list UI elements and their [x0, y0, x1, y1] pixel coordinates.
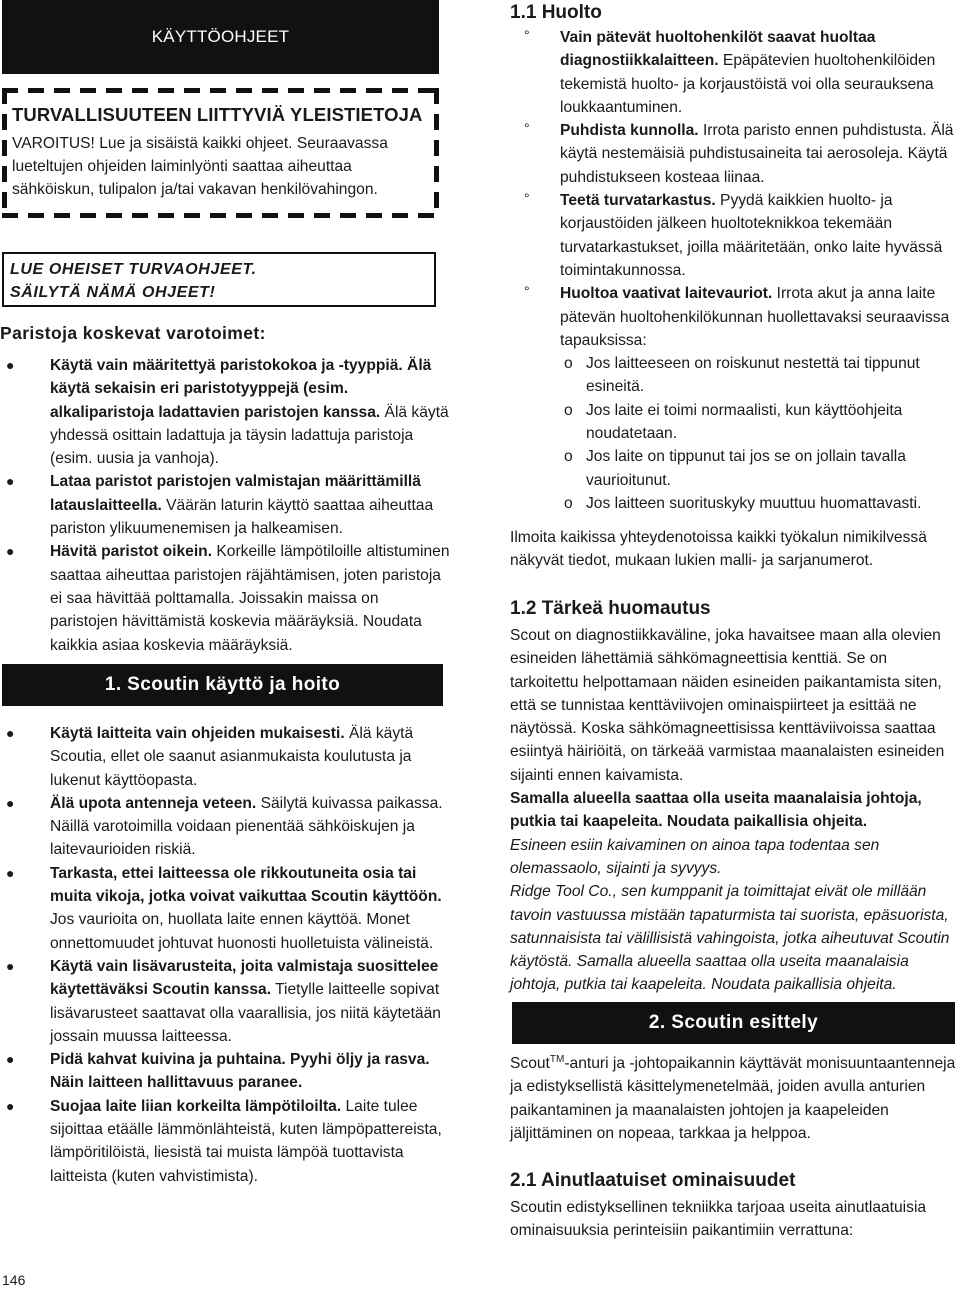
degree-bullet-icon: °	[524, 120, 530, 137]
section-1-title-bar	[2, 664, 443, 706]
scout-name: Scout	[510, 1055, 550, 1073]
item-bold-text: Tarkasta, ettei laitteessa ole rikkoutuneita osia tai muita vikoja, jotka voivat vaikuttaa Scoutin käyttöön.	[50, 864, 442, 906]
list-item	[0, 955, 450, 1048]
item-text: Jos laite ei toimi normaalisti, kun käyttöohjeita noudatetaan.	[586, 401, 903, 443]
nameplate-note: Ilmoita kaikissa yhteydenotoissa kaikki työkalun nimikilvessä näkyvät tiedot, mukaan lukien malli- ja sarjanumerot.	[510, 529, 927, 570]
degree-bullet-icon: °	[524, 27, 530, 43]
list-item	[510, 189, 960, 282]
degree-bullet-icon: °	[524, 190, 530, 207]
section-2-title: 2. Scoutin esittely	[648, 1012, 819, 1033]
read-instructions-box	[2, 252, 436, 307]
list-item	[0, 792, 450, 862]
item-text: Tietylle laitteelle sopivat lisävarusteet saattavat olla vaarallisia, jos niitä käytetään jossain muussa laitteessa.	[50, 981, 441, 1045]
item-text: Pyydä kaikkien huolto- ja korjaustöiden jälkeen huoltoteknikkoa tekemään turvatarkastukset, joilla määritetään, onko laite hyvässä toimintakunnossa.	[560, 192, 943, 279]
bullet-icon: ●	[6, 725, 15, 741]
list-item	[0, 470, 450, 540]
bullet-icon: ●	[6, 794, 15, 811]
manual-header-bar	[2, 0, 439, 74]
scout-intro-paragraph	[510, 1048, 956, 1145]
item-bold-text: Hävitä paristot oikein.	[50, 543, 213, 561]
bullet-icon: ●	[6, 957, 15, 974]
features-intro-text: Scoutin edistyksellinen tekniikka tarjoaa useita ainutlaatuisia ominaisuuksia perinteisiin paikantimiin verrattuna:	[510, 1199, 927, 1240]
safety-warning-text: VAROITUS! Lue ja sisäistä kaikki ohjeet. Seuraavassa lueteltujen ohjeiden laiminlyönti saattaa aiheuttaa sähköiskun, tulipalon ja/tai vakavan henkilövahingon.	[12, 135, 388, 198]
bullet-icon: ●	[6, 543, 15, 560]
item-text: Väärän laturin käyttö saattaa aiheuttaa pariston ylikuumenemisen ja halkeamisen.	[50, 496, 434, 538]
bullet-icon: ●	[6, 473, 15, 490]
manual-header-title: KÄYTTÖOHJEET	[151, 27, 290, 46]
item-text: Irrota akut ja anna laite pätevän huoltohenkilökunnan huollettavaksi seuraavissa tapauksissa:	[560, 285, 950, 349]
item-text: Jos laite on tippunut tai jos se on jollain tavalla vaurioitunut.	[586, 448, 906, 489]
important-note-paragraph	[510, 624, 956, 997]
section-2-1-title: 2.1 Ainutlaatuiset ominaisuudet	[510, 1170, 796, 1191]
circle-bullet-icon: o	[564, 494, 573, 512]
item-text: Säilytä kuivassa paikassa. Näillä varotoimilla voidaan pienentää sähköiskujen ja laitevaurioiden riskiä.	[50, 794, 443, 859]
item-text: Epäpätevien huoltohenkilöiden tekemistä huolto- ja korjaustöistä voi olla seurauksena loukkaantuminen.	[560, 52, 936, 116]
item-bold-text: Lataa paristot paristojen valmistajan määrittämillä latauslaitteella.	[50, 473, 421, 514]
item-text: Korkeille lämpötiloille altistuminen saattaa aiheuttaa paristojen räjähtämisen, joten paristoja ei saa hävittää polttamalla. Joissakin maissa on paristojen hävittämistä koskevia määräyksiä. Noudata kaikkia asiaa koskevia määräyksiä.	[50, 543, 450, 654]
trademark-mark: TM	[549, 1054, 565, 1065]
list-item	[560, 352, 960, 399]
item-bold-text: Puhdista kunnolla.	[560, 122, 699, 140]
item-text: Jos laitteen suorituskyky muuttuu huomattavasti.	[586, 494, 922, 512]
item-bold-text: Vain pätevät huoltohenkilöt saavat huoltaa diagnostiikkalaitteen.	[560, 29, 876, 70]
scout-intro-text: -anturi ja -johtopaikannin käyttävät monisuuntaantenneja ja edistyksellistä käsittelymenetelmää, joiden avulla anturien paikantaminen ja maanalaisten johtojen ja kaapeleiden jäljittäminen on nopeaa, tarkkaa ja helppoa.	[510, 1055, 956, 1143]
item-text: Irrota paristo ennen puhdistusta. Älä käytä nestemäisiä puhdistusaineita tai aerosoleja. Käytä puhdistukseen kosteaa liinaa.	[560, 122, 954, 186]
list-item	[0, 1048, 450, 1095]
item-bold-text: Teetä turvatarkastus.	[560, 192, 716, 210]
circle-bullet-icon: o	[564, 448, 573, 466]
damage-cases-list	[560, 352, 960, 515]
section-1-1-title: 1.1 Huolto	[510, 2, 602, 23]
circle-bullet-icon: o	[564, 401, 573, 419]
read-instructions-line1: LUE OHEISET TURVAOHJEET.	[10, 261, 257, 278]
item-bold-text: Käytä vain määritettyä paristokokoa ja -tyyppiä. Älä käytä sekaisin eri paristotyyppejä (esim. alkaliparistoja ladattavien paristojen kanssa.	[50, 357, 432, 421]
list-item	[560, 399, 960, 446]
battery-precautions-title: Paristoja koskevat varotoimet:	[0, 323, 266, 343]
list-item	[0, 354, 450, 470]
item-bold-text: Suojaa laite liian korkeilta lämpötiloilta.	[50, 1097, 342, 1115]
warning-frame-top	[2, 88, 439, 93]
bullet-icon: ●	[6, 1097, 15, 1114]
item-text: Älä käytä yhdessä osittain ladattuja ja täysin ladattuja paristoja (esim. uusia ja vanhoja).	[50, 403, 449, 468]
list-item	[510, 26, 960, 119]
list-item	[0, 540, 450, 656]
warning-frame-bottom	[2, 213, 439, 218]
important-note-text: Scout on diagnostiikkaväline, joka havaitsee maan alla olevien esineiden lähettämiä sähkömagneettisia kenttiä. Se on tarkoitettu helpottamaan näiden esineiden paikantamista siten, että se tunnistaa kenttäviivojen ominaispiirteet ja esittää ne näytössä. Koska sähkömagneettisissa kenttäviivoissa saattaa esiintyä häiriöitä, on tärkeää varmistaa maanalaisten esineiden sijainti ennen kaivamista.	[510, 627, 945, 784]
safety-warning-title: TURVALLISUUTEEN LIITTYVIÄ YLEISTIETOJA	[12, 104, 423, 125]
degree-bullet-icon: °	[524, 283, 530, 300]
list-item	[560, 492, 960, 515]
list-item	[0, 862, 450, 955]
item-text: Älä käytä Scoutia, ellet ole saanut asianmukaista koulutusta ja lukenut käyttöopasta.	[50, 725, 414, 789]
item-text: Jos vaurioita on, huollata laite ennen käyttöä. Monet onnettomuudet johtuvat huonosti huolletuista välineistä.	[50, 911, 434, 952]
maintenance-list	[510, 26, 960, 515]
item-bold-text: Käytä laitteita vain ohjeiden mukaisesti.	[50, 725, 345, 742]
bullet-icon: ●	[6, 357, 15, 373]
item-bold-text: Pidä kahvat kuivina ja puhtaina. Pyyhi öljy ja rasva. Näin laitteen hallittavuus paranee.	[50, 1051, 430, 1092]
item-text: Jos laitteeseen on roiskunut nestettä tai tippunut esineitä.	[586, 355, 920, 396]
bullet-icon: ●	[6, 864, 15, 881]
list-item	[560, 445, 960, 492]
item-bold-text: Huoltoa vaativat laitevauriot.	[560, 285, 773, 303]
page-number: 146	[2, 1272, 26, 1288]
list-item	[0, 722, 450, 792]
read-instructions-line2: SÄILYTÄ NÄMÄ OHJEET!	[10, 284, 216, 301]
circle-bullet-icon: o	[564, 355, 573, 373]
section-1-2-title: 1.2 Tärkeä huomautus	[510, 598, 711, 619]
warning-frame-right	[434, 88, 439, 218]
item-bold-text: Älä upota antenneja veteen.	[50, 794, 257, 812]
bullet-icon: ●	[6, 1051, 15, 1068]
important-note-italic-1: Esineen esiin kaivaminen on ainoa tapa todentaa sen olemassaolo, sijainti ja syvyys.	[510, 836, 880, 877]
list-item	[510, 119, 960, 189]
warning-frame-left	[2, 88, 7, 218]
item-bold-text: Käytä vain lisävarusteita, joita valmistaja suosittelee käytettäväksi Scoutin kanssa.	[50, 957, 439, 999]
section-2-title-bar	[512, 1002, 955, 1044]
battery-precautions-list	[0, 354, 450, 657]
important-note-bold: Samalla alueella saattaa olla useita maanalaisia johtoja, putkia tai kaapeleita. Noudata paikallisia ohjeita.	[510, 790, 922, 831]
important-note-italic-2: Ridge Tool Co., sen kumppanit ja toimittajat eivät ole millään tavoin vastuussa mistään tapaturmista tai suorista, epäsuorista, satunnaisista tai välillisistä vahingoista, jotka aiheutuvat Scoutin käytöstä. Samalla alueella saattaa olla useita maanalaisia johtoja, putkia tai kaapeleita. Noudata paikallisia ohjeita.	[510, 883, 950, 994]
list-item	[0, 1095, 450, 1188]
list-item	[510, 282, 960, 515]
usage-care-list	[0, 722, 450, 1188]
item-text: Laite tulee sijoittaa etäälle lämmönlähteistä, kuten lämpöpattereista, lämpöritilöistä, liesistä tai muista lämpöä tuottavista laitteista (kuten vahvistimista).	[50, 1097, 442, 1185]
section-1-title: 1. Scoutin käyttö ja hoito	[104, 674, 341, 695]
